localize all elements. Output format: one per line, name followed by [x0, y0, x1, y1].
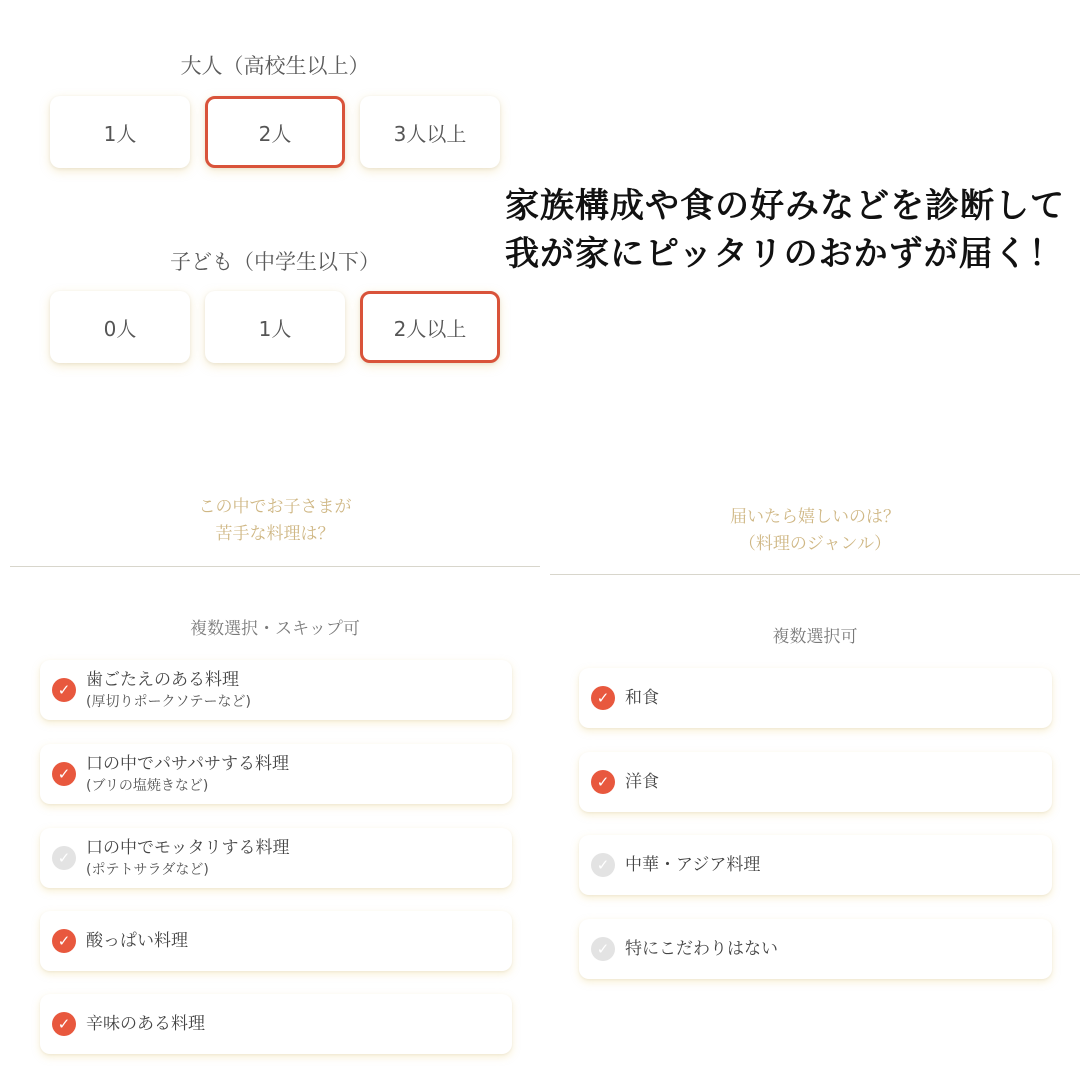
headline-line-1: 家族構成や食の好みなどを診断して [505, 186, 1065, 226]
children-option-2plus[interactable]: 2人以上 [360, 291, 500, 363]
genres-question-line-2: （料理のジャンル） [738, 534, 892, 554]
check-circle-icon: ✓ [591, 853, 615, 877]
check-circle-icon: ✓ [52, 1012, 76, 1036]
check-circle-icon: ✓ [52, 929, 76, 953]
children-option-1[interactable]: 1人 [205, 291, 345, 363]
check-circle-icon: ✓ [52, 846, 76, 870]
option-label: 口の中でモッタリする料理 [86, 838, 290, 858]
adults-option-1[interactable]: 1人 [50, 96, 190, 168]
dislike-option-spicy[interactable] [40, 994, 512, 1054]
dislike-option-chewy[interactable] [40, 660, 512, 720]
dislikes-question-line-2: 苦手な料理は？ [215, 524, 335, 544]
option-label: 酸っぱい料理 [86, 931, 188, 951]
dislike-option-dry[interactable] [40, 744, 512, 804]
adults-title: 大人（高校生以上） [180, 54, 370, 78]
option-example: (ポテトサラダなど) [86, 862, 209, 878]
check-circle-icon: ✓ [52, 678, 76, 702]
check-circle-icon: ✓ [52, 762, 76, 786]
genre-option-western[interactable] [579, 752, 1052, 812]
option-label: 中華・アジア料理 [625, 855, 761, 875]
dislikes-question [10, 494, 540, 548]
genres-divider [550, 574, 1080, 575]
option-label: 和食 [625, 688, 659, 708]
check-circle-icon: ✓ [591, 937, 615, 961]
genres-question-line-1: 届いたら嬉しいのは？ [730, 507, 900, 527]
promo-headline [505, 182, 1075, 278]
genre-option-no-preference[interactable] [579, 919, 1052, 979]
dislike-option-heavy[interactable] [40, 828, 512, 888]
option-example: (厚切りポークソテーなど) [86, 694, 251, 710]
dislikes-question-line-1: この中でお子さまが [198, 497, 352, 517]
children-title: 子ども（中学生以下） [170, 250, 380, 274]
option-label: 洋食 [625, 772, 659, 792]
dislikes-divider [10, 566, 540, 567]
option-label: 特にこだわりはない [625, 939, 778, 959]
genre-option-chinese-asian[interactable] [579, 835, 1052, 895]
adults-option-2[interactable]: 2人 [205, 96, 345, 168]
dislikes-note: 複数選択・スキップ可 [190, 619, 360, 639]
check-circle-icon: ✓ [591, 770, 615, 794]
adults-option-3plus[interactable]: 3人以上 [360, 96, 500, 168]
genres-question [550, 504, 1080, 558]
genres-note: 複数選択可 [772, 627, 858, 647]
genre-option-japanese[interactable] [579, 668, 1052, 728]
option-example: (ブリの塩焼きなど) [86, 778, 209, 794]
option-label: 辛味のある料理 [86, 1014, 205, 1034]
option-label: 口の中でパサパサする料理 [86, 754, 289, 774]
headline-line-2: 我が家にピッタリのおかずが届く！ [505, 234, 1064, 274]
dislike-option-sour[interactable] [40, 911, 512, 971]
option-label: 歯ごたえのある料理 [86, 670, 239, 690]
children-option-0[interactable]: 0人 [50, 291, 190, 363]
check-circle-icon: ✓ [591, 686, 615, 710]
